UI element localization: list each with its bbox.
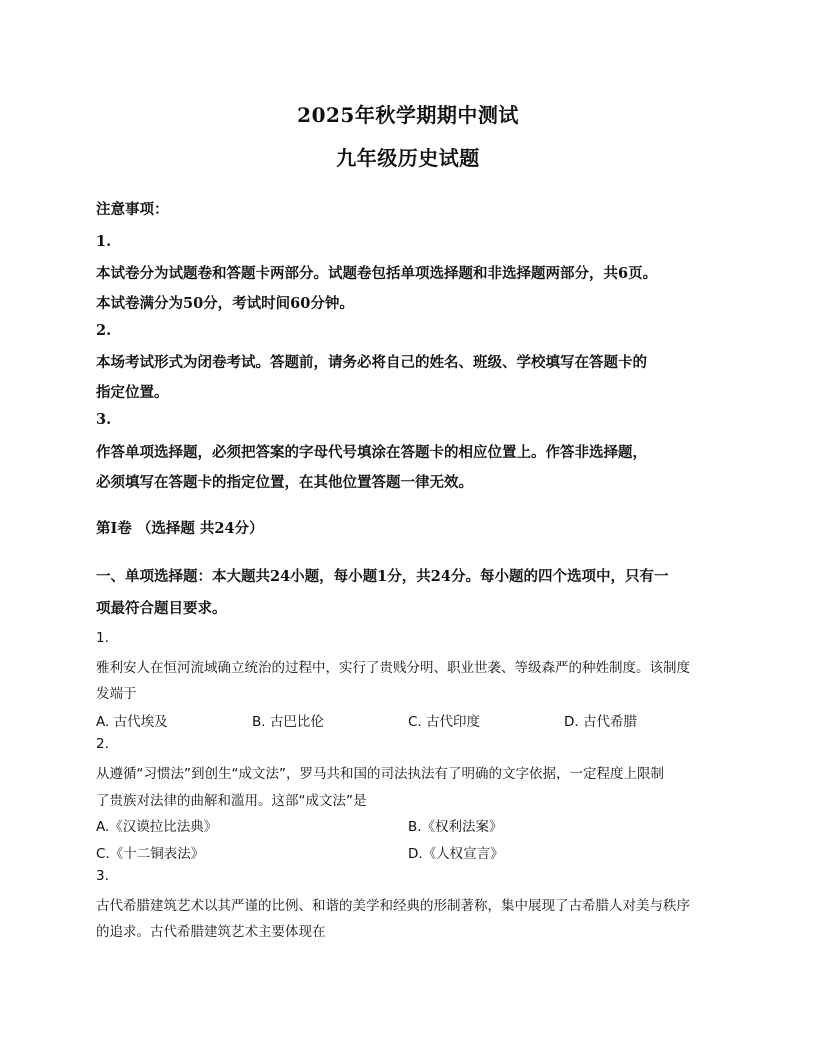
question-number: 1.	[96, 630, 109, 646]
answer-option[interactable]: A. 古代埃及	[96, 714, 168, 730]
question-text: 从遵循“习惯法”到创生“成文法”，罗马共和国的司法执法有了明确的文字依据，一定程度上限制	[96, 766, 664, 782]
answer-option[interactable]: A.《汉谟拉比法典》	[96, 819, 218, 835]
question-text: 雅利安人在恒河流域确立统治的过程中，实行了贵贱分明、职业世袭、等级森严的种姓制度。该制度	[96, 660, 690, 676]
note-number: 2.	[96, 322, 112, 339]
section-instruction: 项最符合题目要求。	[96, 600, 227, 617]
question-text: 了贵族对法律的曲解和滥用。这部“成文法”是	[96, 793, 367, 809]
note-line: 指定位置。	[96, 384, 169, 401]
answer-option[interactable]: D. 古代希腊	[564, 714, 637, 730]
answer-option[interactable]: D.《人权宣言》	[408, 846, 504, 862]
answer-option[interactable]: C. 古代印度	[408, 714, 481, 730]
answer-option[interactable]: B.《权利法案》	[408, 819, 503, 835]
section-instruction: 一、单项选择题：本大题共24小题，每小题1分，共24分。每小题的四个选项中，只有一	[96, 568, 669, 585]
notes-heading: 注意事项：	[96, 201, 169, 218]
answer-option[interactable]: C.《十二铜表法》	[96, 846, 205, 862]
question-text: 古代希腊建筑艺术以其严谨的比例、和谐的美学和经典的形制著称，集中展现了古希腊人对美与秩序	[96, 898, 690, 914]
question-number: 2.	[96, 736, 109, 752]
exam-subtitle: 九年级历史试题	[336, 146, 480, 170]
note-line: 作答单项选择题，必须把答案的字母代号填涂在答题卡的相应位置上。作答非选择题，	[96, 444, 647, 461]
question-text: 的追求。古代希腊建筑艺术主要体现在	[96, 924, 326, 940]
question-text: 发端于	[96, 686, 137, 702]
question-number: 3.	[96, 868, 109, 884]
note-line: 本试卷满分为50分，考试时间60分钟。	[96, 295, 354, 312]
note-number: 3.	[96, 411, 112, 428]
section-title: 第Ⅰ卷 （选择题 共24分）	[96, 520, 264, 537]
note-line: 本场考试形式为闭卷考试。答题前，请务必将自己的姓名、班级、学校填写在答题卡的	[96, 354, 647, 371]
note-line: 必须填写在答题卡的指定位置，在其他位置答题一律无效。	[96, 474, 473, 491]
exam-title: 2025年秋学期期中测试	[297, 103, 519, 127]
note-number: 1.	[96, 233, 112, 250]
answer-option[interactable]: B. 古巴比伦	[252, 714, 324, 730]
note-line: 本试卷分为试题卷和答题卡两部分。试题卷包括单项选择题和非选择题两部分，共6页。	[96, 265, 658, 282]
